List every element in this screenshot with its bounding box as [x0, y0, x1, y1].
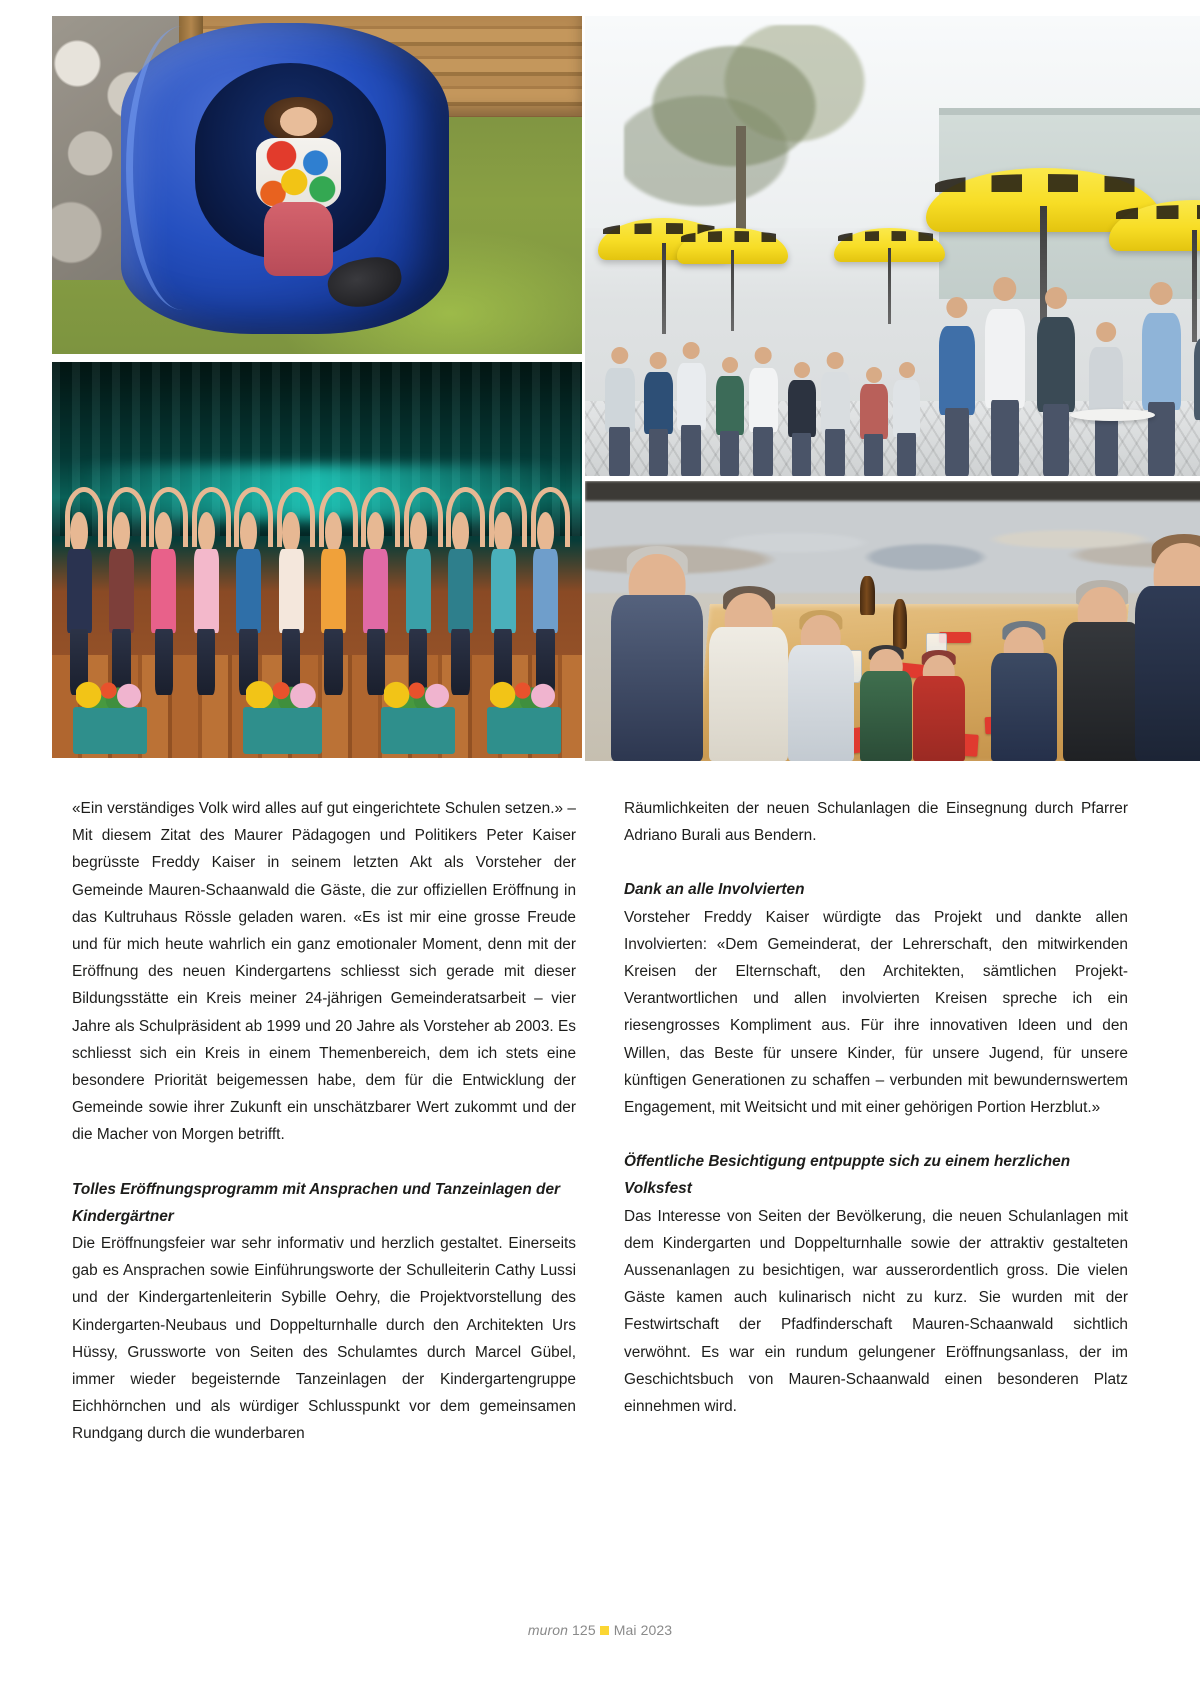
child-dancer: [190, 512, 223, 694]
child-dancer: [147, 512, 180, 694]
flower-planter: [487, 707, 561, 755]
child-dancer: [317, 512, 350, 694]
children-row: [52, 512, 582, 694]
subheading-program: Tolles Eröffnungsprogramm mit Ansprachen und Tanzeinlagen der Kindergärtner: [72, 1180, 560, 1225]
visitor: [1142, 282, 1181, 476]
photo-festival-with-yellow-umbrellas: [585, 16, 1200, 476]
visitor: [860, 367, 888, 476]
child-legs: [264, 202, 333, 276]
photo-girl-on-blue-tube-slide: [52, 16, 582, 354]
child-dancer: [232, 512, 265, 694]
child-dancer: [105, 512, 138, 694]
yellow-square-separator-icon: [600, 1626, 609, 1635]
paragraph-volksfest: Das Interesse von Seiten der Bevölkerung, die neuen Schulanlagen mit dem Kindergarten und Doppelturnhalle sowie der attraktiv gestalteten Aussenanlagen zu besichtigen, war ausserordentlich gross. Die vielen Gäste kamen auch kulinarisch nicht zu kurz. Sie wurden mit der Festwirtschaft der Pfadfinderschaft Mauren-Schaanwald sichtlich verwöhnt. Es war ein rundum gelungener Eröffnungsanlass, der im Geschichtsbuch von Mauren-Schaanwald einen besonderen Platz einnehmen wird.: [624, 1207, 1128, 1416]
slide-rim-highlight: [126, 26, 239, 310]
child-dancer: [359, 512, 392, 694]
paragraph-intro-continued: Räumlichkeiten der neuen Schulanlagen die Einsegnung durch Pfarrer Adriano Burali aus Bendern.: [624, 800, 1128, 845]
subheading-thanks: Dank an alle Involvierten: [624, 881, 805, 899]
paragraph-program: Die Eröffnungsfeier war sehr informativ und herzlich gestaltet. Einerseits gab es Ansprachen sowie Einführungsworte der Schulleiterin Cathy Lussi und der Kindergartenleiterin Sybille Oehry, die Projektvorstellung des Kindergarten-Neubaus und Doppelturnhalle durch den Architekten Urs Hüssy, Grussworte von Seiten des Schulamtes durch Marcel Gübel, immer wieder begeisternde Tanzeinlagen der Kindergartengruppe Eichhörnchen und als würdiger Schlusspunkt vor dem gemeinsamen Rundgang durch die wunderbaren: [72, 1235, 576, 1443]
child-dancer: [444, 512, 477, 694]
guest: [860, 649, 912, 761]
visitor: [605, 347, 635, 476]
visitor: [821, 352, 850, 476]
child-dancer: [529, 512, 562, 694]
flower-planter: [381, 707, 455, 755]
page-footer: [0, 1622, 1200, 1638]
guest: [1135, 543, 1200, 761]
page-number: 125: [572, 1622, 596, 1638]
beer-bottle: [893, 599, 907, 649]
visitor: [788, 362, 816, 476]
visitor: [1194, 312, 1200, 476]
child-dancer: [275, 512, 308, 694]
article-body: [72, 795, 1128, 1448]
paragraph-intro: «Ein verständiges Volk wird alles auf gut eingerichtete Schulen setzen.» – Mit diesem Zitat des Maurer Pädagogen und Politikers Peter Kaiser begrüsste Freddy Kaiser in seinem letzten Akt als Vorsteher der Gemeinde Mauren-Schaanwald die Gäste, die zur offiziellen Eröffnung in das Kultruhaus Rössle geladen waren. «Es ist mir eine grosse Freude und für mich heute wahrlich ein ganz emotionaler Moment, denn mit der Eröffnung des neuen Kindergartens schliesst sich gerade mit dieser Bildungsstätte ein Kreis meiner 24-jährigen Gemeinderatsarbeit – vier Jahre als Schulpräsident ab 1999 und 20 Jahre als Vorsteher ab 2003. Es schliesst sich ein Kreis in einem Themenbereich, dem ich stets eine besondere Priorität beigemessen habe, dem für die Entwicklung der Gemeinde sowie ihrer Zukunft ein unschätzbarer Wert zukommt und der die Macher von Morgen betrifft.: [72, 800, 576, 1144]
visitor: [677, 342, 706, 476]
photo-grid: [0, 0, 1200, 748]
issue-date: Mai 2023: [613, 1622, 673, 1638]
tree-foliage: [624, 25, 899, 227]
visitor: [939, 297, 976, 476]
guest: [991, 627, 1057, 761]
visitor: [716, 357, 744, 476]
guest: [611, 554, 703, 761]
visitor: [1089, 322, 1123, 476]
article-column-right: [624, 795, 1128, 1448]
article-column-left: [72, 795, 576, 1448]
child-dancer: [63, 512, 96, 694]
subheading-volksfest: Öffentliche Besichtigung entpuppte sich zu einem herzlichen Volksfest: [624, 1153, 1071, 1198]
paragraph-thanks: Vorsteher Freddy Kaiser würdigte das Projekt und dankte allen Involvierten: «Dem Gemeinderat, der Lehrerschaft, den mitwirkenden Kreisen der Elternschaft, den Architekten, sämtlichen Projekt-Verantwortlichen und allen involvierten Kreisen spreche ich ein riesengrosses Kompliment aus. Für ihre innovativen Ideen und den Willen, das Beste für unsere Kinder, für unsere Jugend, für unsere künftigen Generationen zu schaffen – verbunden mit bewundernswertem Engagement, mit Weitsicht und mit einer gehörigen Portion Herzblut.»: [624, 908, 1128, 1117]
photo-kindergarten-stage-performance: [52, 362, 582, 758]
visitor: [644, 352, 673, 476]
flower-planter: [243, 707, 323, 755]
child-dancer: [402, 512, 435, 694]
child-dancer: [487, 512, 520, 694]
visitor: [893, 362, 921, 476]
guest: [788, 615, 854, 761]
child-colorful-shirt: [256, 138, 341, 209]
visitor: [1037, 287, 1075, 476]
magazine-brand: muron: [527, 1622, 569, 1638]
festival-crowd: [585, 228, 1200, 476]
guest: [913, 655, 965, 761]
child-face: [280, 107, 317, 136]
visitor: [749, 347, 778, 476]
beer-bottle: [860, 576, 874, 615]
visitor: [985, 277, 1026, 476]
flower-planter: [73, 707, 147, 755]
guest: [709, 593, 788, 761]
guest: [1063, 587, 1142, 761]
photo-guests-at-long-beer-table: [585, 481, 1200, 761]
